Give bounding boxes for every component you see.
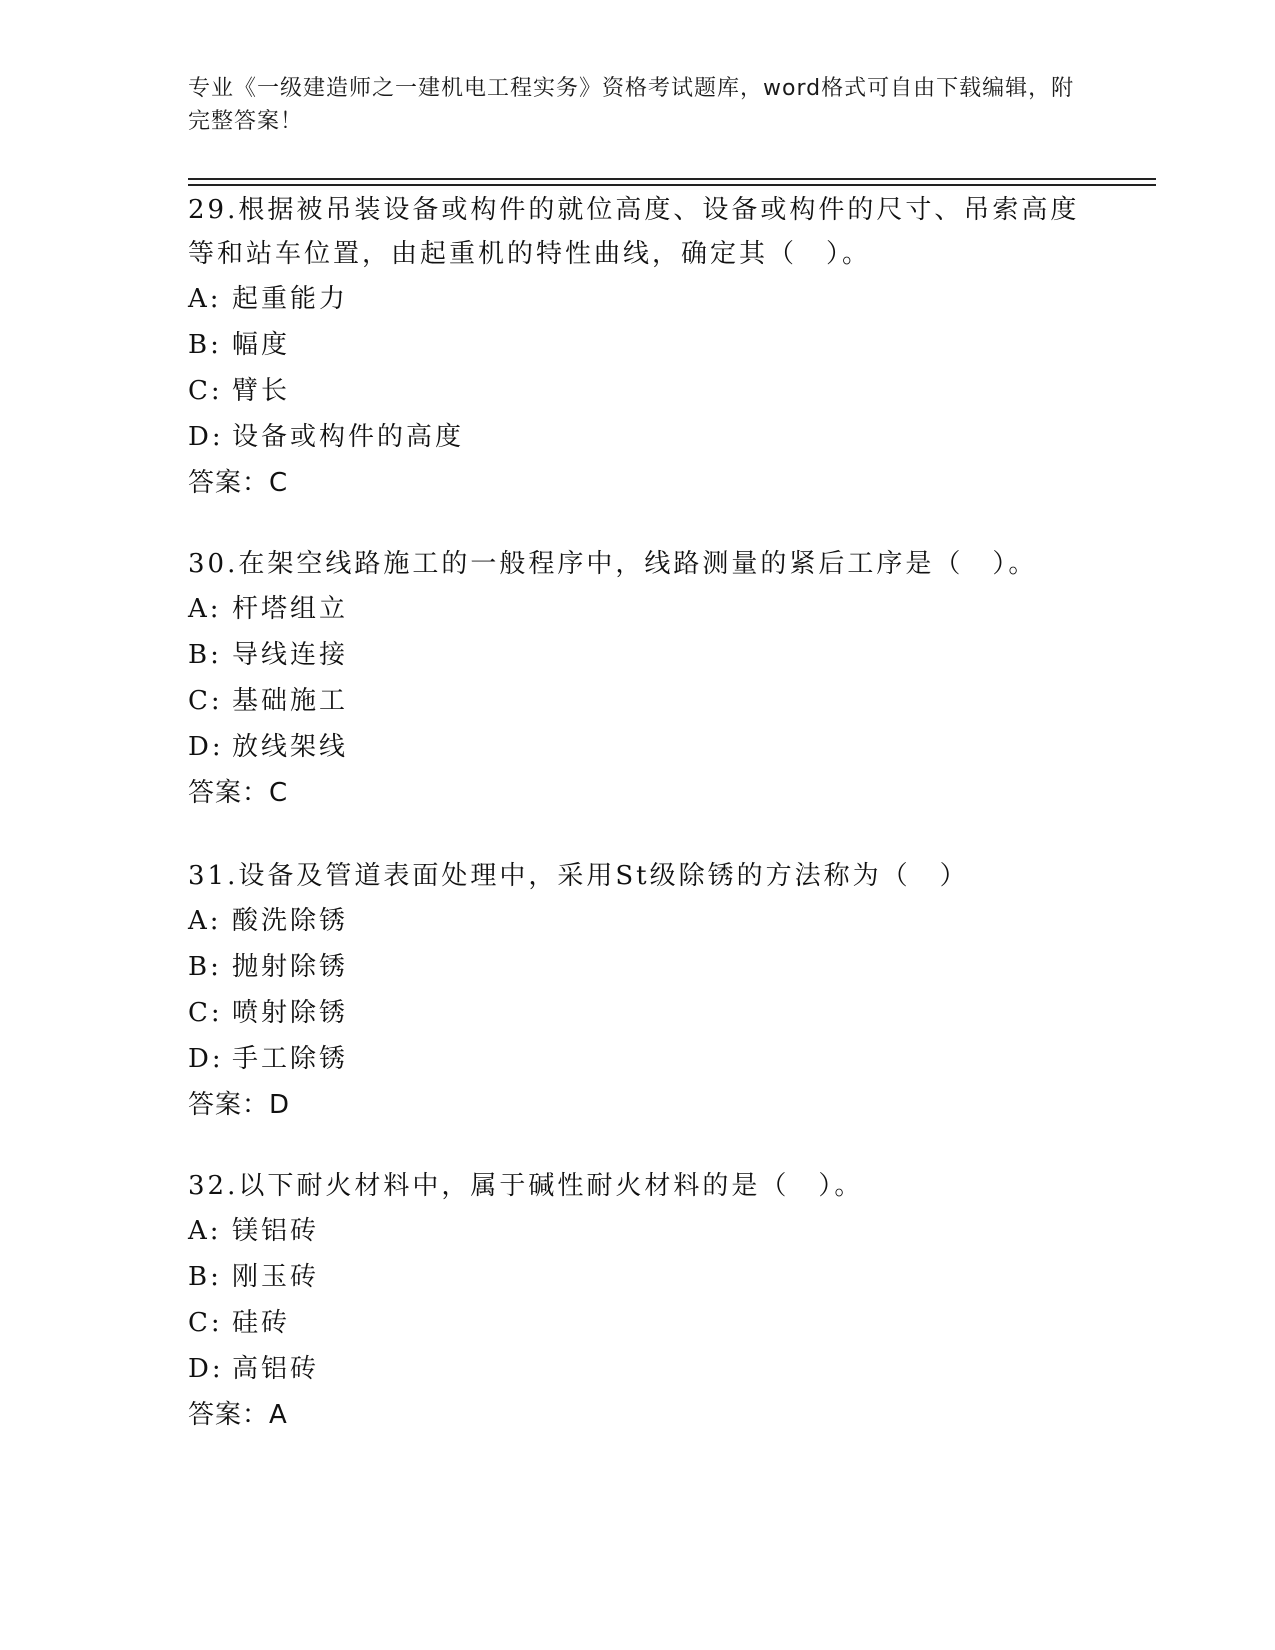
option-a bbox=[188, 898, 1088, 944]
answer-line: 答案：C bbox=[188, 468, 289, 498]
answer-line: 答案：D bbox=[188, 1090, 291, 1120]
option-key: A: bbox=[188, 594, 222, 624]
header-divider-bottom bbox=[188, 184, 1156, 186]
option-text: 镁铝砖 bbox=[232, 1216, 320, 1246]
option-b bbox=[188, 944, 1088, 990]
option-c bbox=[188, 1300, 1088, 1346]
option-a bbox=[188, 586, 1088, 632]
option-key: D: bbox=[188, 732, 224, 762]
option-text: 刚玉砖 bbox=[232, 1262, 320, 1292]
option-key: B: bbox=[188, 1262, 222, 1292]
option-text: 杆塔组立 bbox=[232, 594, 349, 624]
option-a bbox=[188, 276, 1088, 322]
question-stem: 29.根据被吊装设备或构件的就位高度、设备或构件的尺寸、吊索高度等和站车位置，由起重机的特性曲线，确定其（ ）。 bbox=[188, 195, 1080, 269]
option-key: C: bbox=[188, 376, 223, 406]
question-stem: 30.在架空线路施工的一般程序中，线路测量的紧后工序是（ ）。 bbox=[188, 549, 1038, 579]
option-text: 幅度 bbox=[232, 330, 291, 360]
question-31 bbox=[188, 854, 1088, 1128]
option-text: 抛射除锈 bbox=[232, 952, 349, 982]
option-key: C: bbox=[188, 1308, 223, 1338]
option-key: A: bbox=[188, 284, 222, 314]
option-key: A: bbox=[188, 1216, 222, 1246]
option-c bbox=[188, 678, 1088, 724]
option-text: 起重能力 bbox=[232, 284, 349, 314]
option-a bbox=[188, 1208, 1088, 1254]
answer-line: 答案：A bbox=[188, 1400, 288, 1430]
document-header: 专业《一级建造师之一建机电工程实务》资格考试题库，word格式可自由下载编辑，附完整答案！ bbox=[188, 76, 1075, 134]
option-key: D: bbox=[188, 1354, 224, 1384]
option-d bbox=[188, 1036, 1088, 1082]
option-b bbox=[188, 1254, 1088, 1300]
option-key: D: bbox=[188, 1044, 224, 1074]
option-c bbox=[188, 990, 1088, 1036]
option-d bbox=[188, 1346, 1088, 1392]
option-text: 设备或构件的高度 bbox=[232, 422, 465, 452]
option-text: 喷射除锈 bbox=[232, 998, 349, 1028]
option-text: 放线架线 bbox=[232, 732, 349, 762]
option-c bbox=[188, 368, 1088, 414]
option-key: B: bbox=[188, 330, 222, 360]
option-text: 导线连接 bbox=[232, 640, 349, 670]
question-30 bbox=[188, 542, 1088, 816]
option-key: B: bbox=[188, 952, 222, 982]
option-b bbox=[188, 322, 1088, 368]
option-d bbox=[188, 414, 1088, 460]
option-key: C: bbox=[188, 998, 223, 1028]
option-text: 高铝砖 bbox=[232, 1354, 320, 1384]
question-stem: 32.以下耐火材料中，属于碱性耐火材料的是（ ）。 bbox=[188, 1171, 864, 1201]
option-text: 酸洗除锈 bbox=[232, 906, 349, 936]
option-key: D: bbox=[188, 422, 224, 452]
header-divider-top bbox=[188, 178, 1156, 180]
option-text: 基础施工 bbox=[232, 686, 349, 716]
option-key: C: bbox=[188, 686, 223, 716]
answer-line: 答案：C bbox=[188, 778, 289, 808]
option-text: 臂长 bbox=[232, 376, 291, 406]
question-stem: 31.设备及管道表面处理中，采用St级除锈的方法称为（ ） bbox=[188, 861, 969, 891]
option-key: A: bbox=[188, 906, 222, 936]
option-text: 手工除锈 bbox=[232, 1044, 349, 1074]
option-d bbox=[188, 724, 1088, 770]
question-29 bbox=[188, 188, 1088, 506]
option-text: 硅砖 bbox=[232, 1308, 291, 1338]
question-32 bbox=[188, 1164, 1088, 1438]
option-key: B: bbox=[188, 640, 222, 670]
option-b bbox=[188, 632, 1088, 678]
